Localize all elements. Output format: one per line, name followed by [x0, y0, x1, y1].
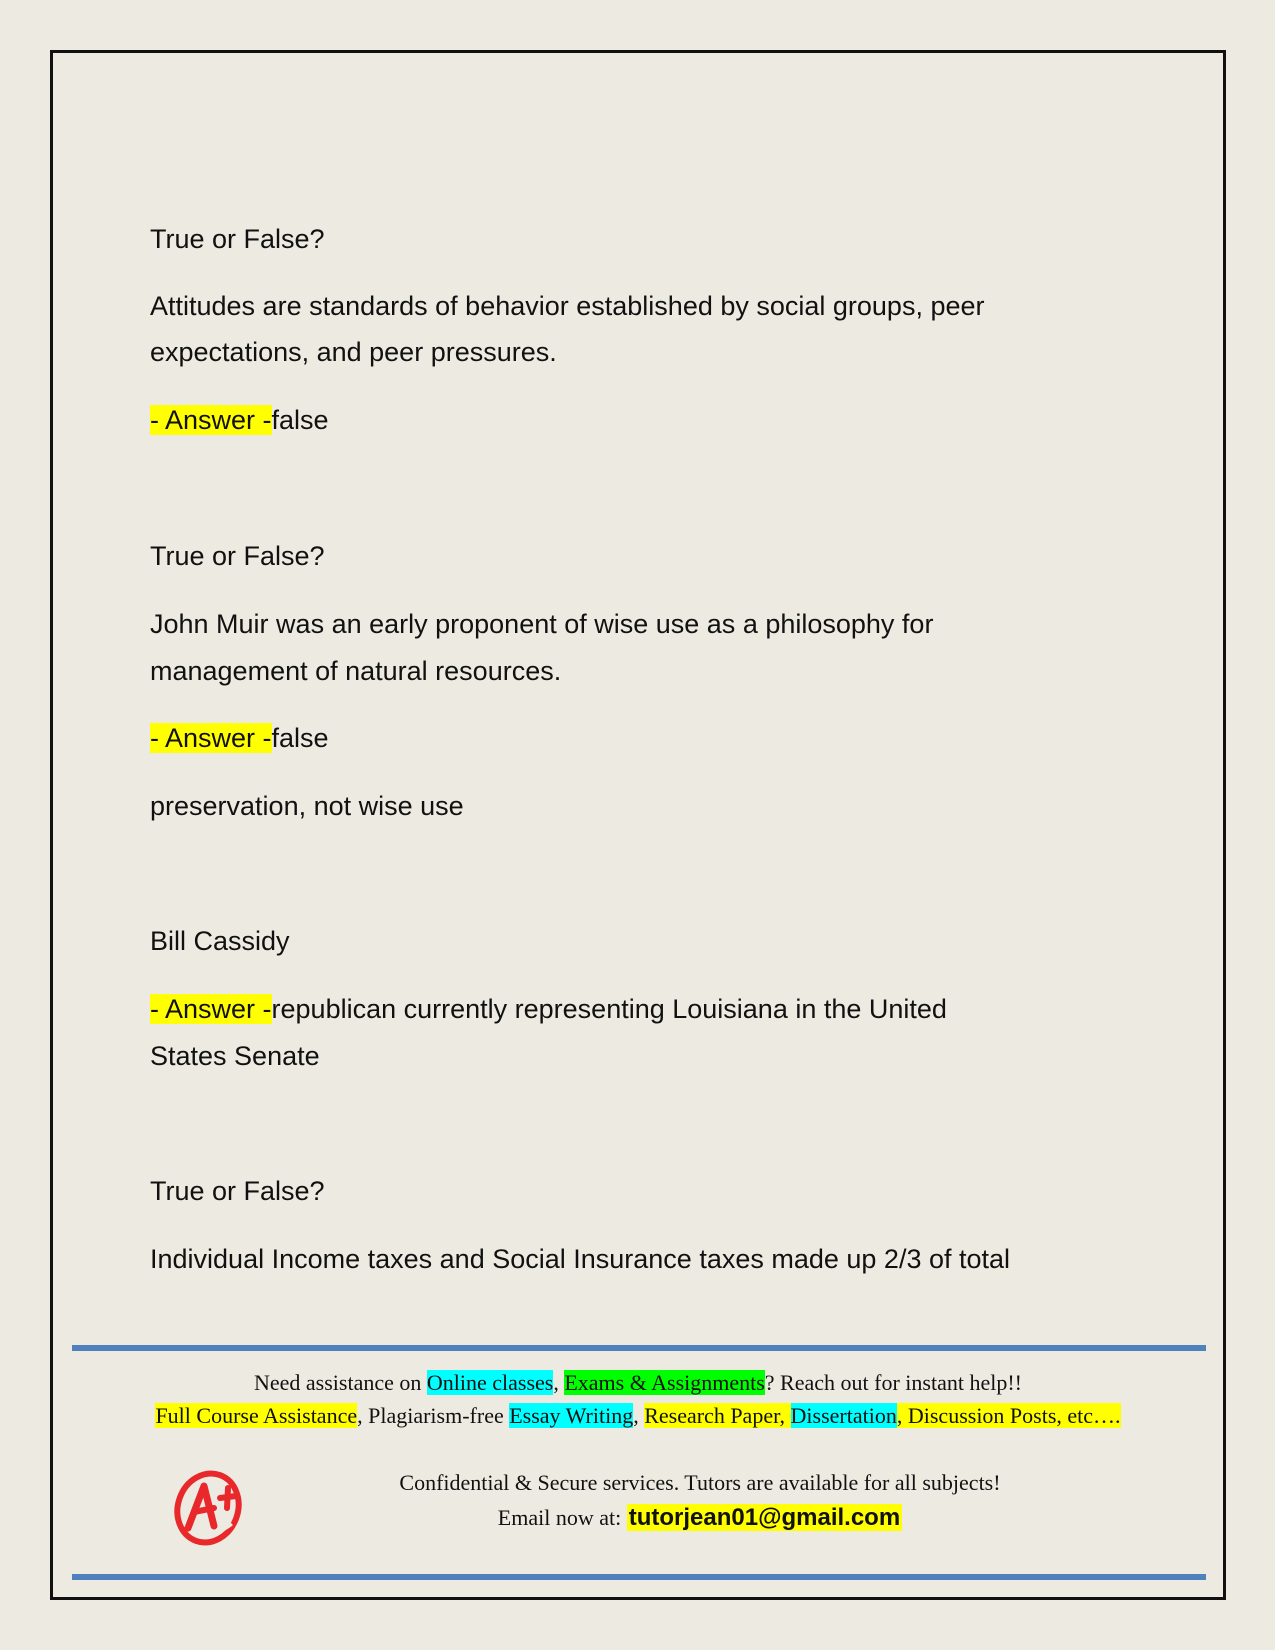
footer-text: , [553, 1370, 565, 1395]
question-text: Individual Income taxes and Social Insurance taxes made up 2/3 of total [150, 1244, 1011, 1274]
essay-writing-highlight: Essay Writing [509, 1403, 634, 1428]
answer-note: preservation, not wise use [150, 791, 464, 821]
footer-bottom-rule [72, 1574, 1206, 1580]
answer-text: false [271, 405, 329, 435]
question-text: management of natural resources. [150, 656, 562, 686]
footer-text: ? Reach out for instant help!! [764, 1370, 1022, 1395]
email-prefix: Email now at: [497, 1505, 627, 1530]
footer-top-rule [72, 1345, 1206, 1351]
answer-text: false [271, 723, 329, 753]
footer-text: , Plagiarism-free [357, 1403, 510, 1428]
exams-highlight: Exams & Assignments [564, 1370, 765, 1395]
answer-text: republican currently representing Louisiana in the United [271, 994, 947, 1024]
question-heading: Bill Cassidy [150, 926, 290, 956]
email-link[interactable]: tutorjean01@gmail.com [628, 1504, 901, 1531]
question-text: John Muir was an early proponent of wise use as a philosophy for [150, 609, 934, 639]
footer-promo-line-2 [53, 1403, 1223, 1429]
answer-label: - Answer - [150, 994, 272, 1024]
answer-label: - Answer - [150, 723, 272, 753]
dissertation-highlight: Dissertation [790, 1403, 897, 1428]
footer-email-line [220, 1504, 1180, 1532]
discussion-posts-highlight: , Discussion Posts, etc…. [896, 1403, 1121, 1428]
answer-line [150, 986, 947, 1033]
question-heading: True or False? [150, 224, 325, 254]
footer-confidential-line: Confidential & Secure services. Tutors are available for all subjects! [399, 1470, 1001, 1495]
answer-line [150, 397, 329, 444]
online-classes-highlight: Online classes [426, 1370, 554, 1395]
question-text: Attitudes are standards of behavior established by social groups, peer [150, 291, 985, 321]
question-heading: True or False? [150, 541, 325, 571]
answer-label: - Answer - [150, 405, 272, 435]
footer-text: Need assistance on [253, 1370, 427, 1395]
question-text: expectations, and peer pressures. [150, 337, 557, 367]
full-course-highlight: Full Course Assistance [155, 1403, 358, 1428]
question-heading: True or False? [150, 1176, 325, 1206]
answer-text: States Senate [150, 1041, 320, 1071]
research-paper-highlight: Research Paper, [644, 1403, 791, 1428]
footer-promo-line-1 [53, 1370, 1223, 1396]
footer-text: , [633, 1403, 645, 1428]
answer-line [150, 715, 329, 762]
